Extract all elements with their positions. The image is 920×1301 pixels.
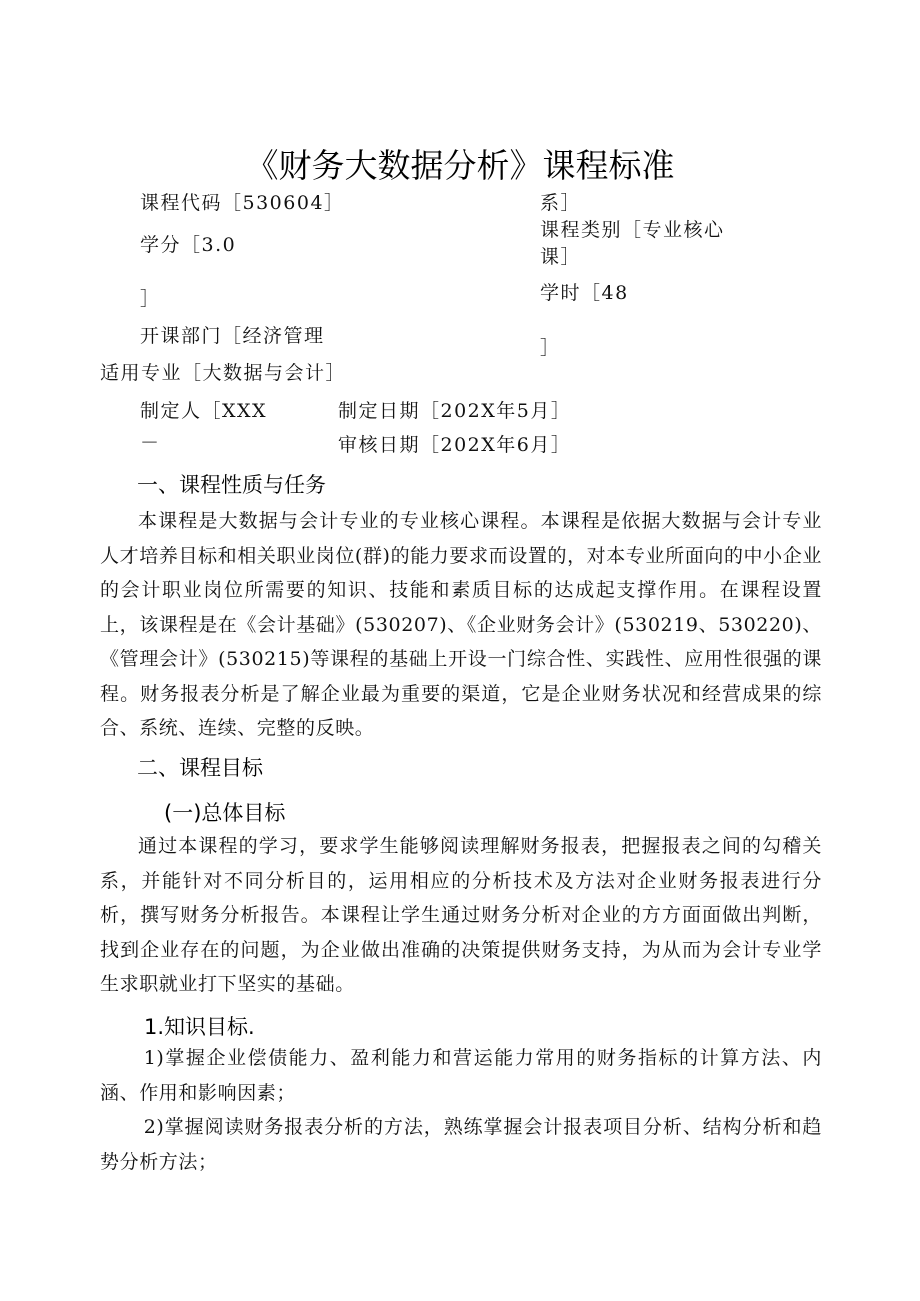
course-hours: 学时［48 (540, 282, 629, 304)
section-1-heading: 一、课程性质与任务 (137, 473, 326, 497)
offering-department: 开课部门［经济管理 (140, 325, 325, 347)
course-credit: 学分［3.0 (140, 234, 237, 256)
course-category: 课程类别［专业核心 (540, 219, 725, 241)
knowledge-item-1: 1)掌握企业偿债能力、盈利能力和营运能力常用的财务指标的计算方法、内涵、作用和影响因素； (100, 1047, 822, 1104)
credit-close-bracket: ］ (140, 288, 161, 310)
section-1-paragraph: 本课程是大数据与会计专业的专业核心课程。本课程是依据大数据与会计专业人才培养目标和相关职业岗位(群)的能力要求而设置的，对本专业所面向的中小企业的会计职业岗位所需要的知识、技能和素质目标的达成起支撑作用。在课程设置上，该课程是在《会计基础》(530207)、《企业财务会计》(530219、530220)、《管理会计》(530215)等课程的基础上开设一门综合性、实践性、应用性很强的课程。财务报表分析是了解企业最为重要的渠道，它是企业财务状况和经营成果的综合、系统、连续、完整的反映。 (100, 510, 822, 739)
author-close-mark: － (140, 432, 161, 454)
section-2-paragraph: 通过本课程的学习，要求学生能够阅读理解财务报表，把握报表之间的勾稽关系，并能针对不同分析目的，运用相应的分析技术及方法对企业财务报表进行分析，撰写财务分析报告。本课程让学生通过财务分析对企业的方方面面做出判断，找到企业存在的问题，为企业做出准确的决策提供财务支持，为从而为会计专业学生求职就业打下坚实的基础。 (100, 835, 822, 995)
made-date: 制定日期［202X年5月］ (338, 400, 572, 422)
knowledge-goal-heading: 1.知识目标. (144, 1015, 255, 1039)
document-title: 《财务大数据分析》课程标准 (245, 146, 675, 185)
course-code: 课程代码［530604］ (140, 192, 345, 214)
review-date: 审核日期［202X年6月］ (338, 434, 572, 456)
department-suffix: 系］ (540, 192, 582, 214)
knowledge-item-2: 2)掌握阅读财务报表分析的方法，熟练掌握会计报表项目分析、结构分析和趋势分析方法； (100, 1116, 822, 1173)
applicable-major: 适用专业［大数据与会计］ (100, 362, 347, 384)
author: 制定人［XXX (140, 400, 268, 422)
course-category-continued: 课］ (540, 246, 582, 268)
hours-close-bracket: ］ (540, 337, 561, 359)
section-2-heading: 二、课程目标 (137, 756, 263, 780)
overall-goal-heading: (一)总体目标 (164, 801, 286, 825)
